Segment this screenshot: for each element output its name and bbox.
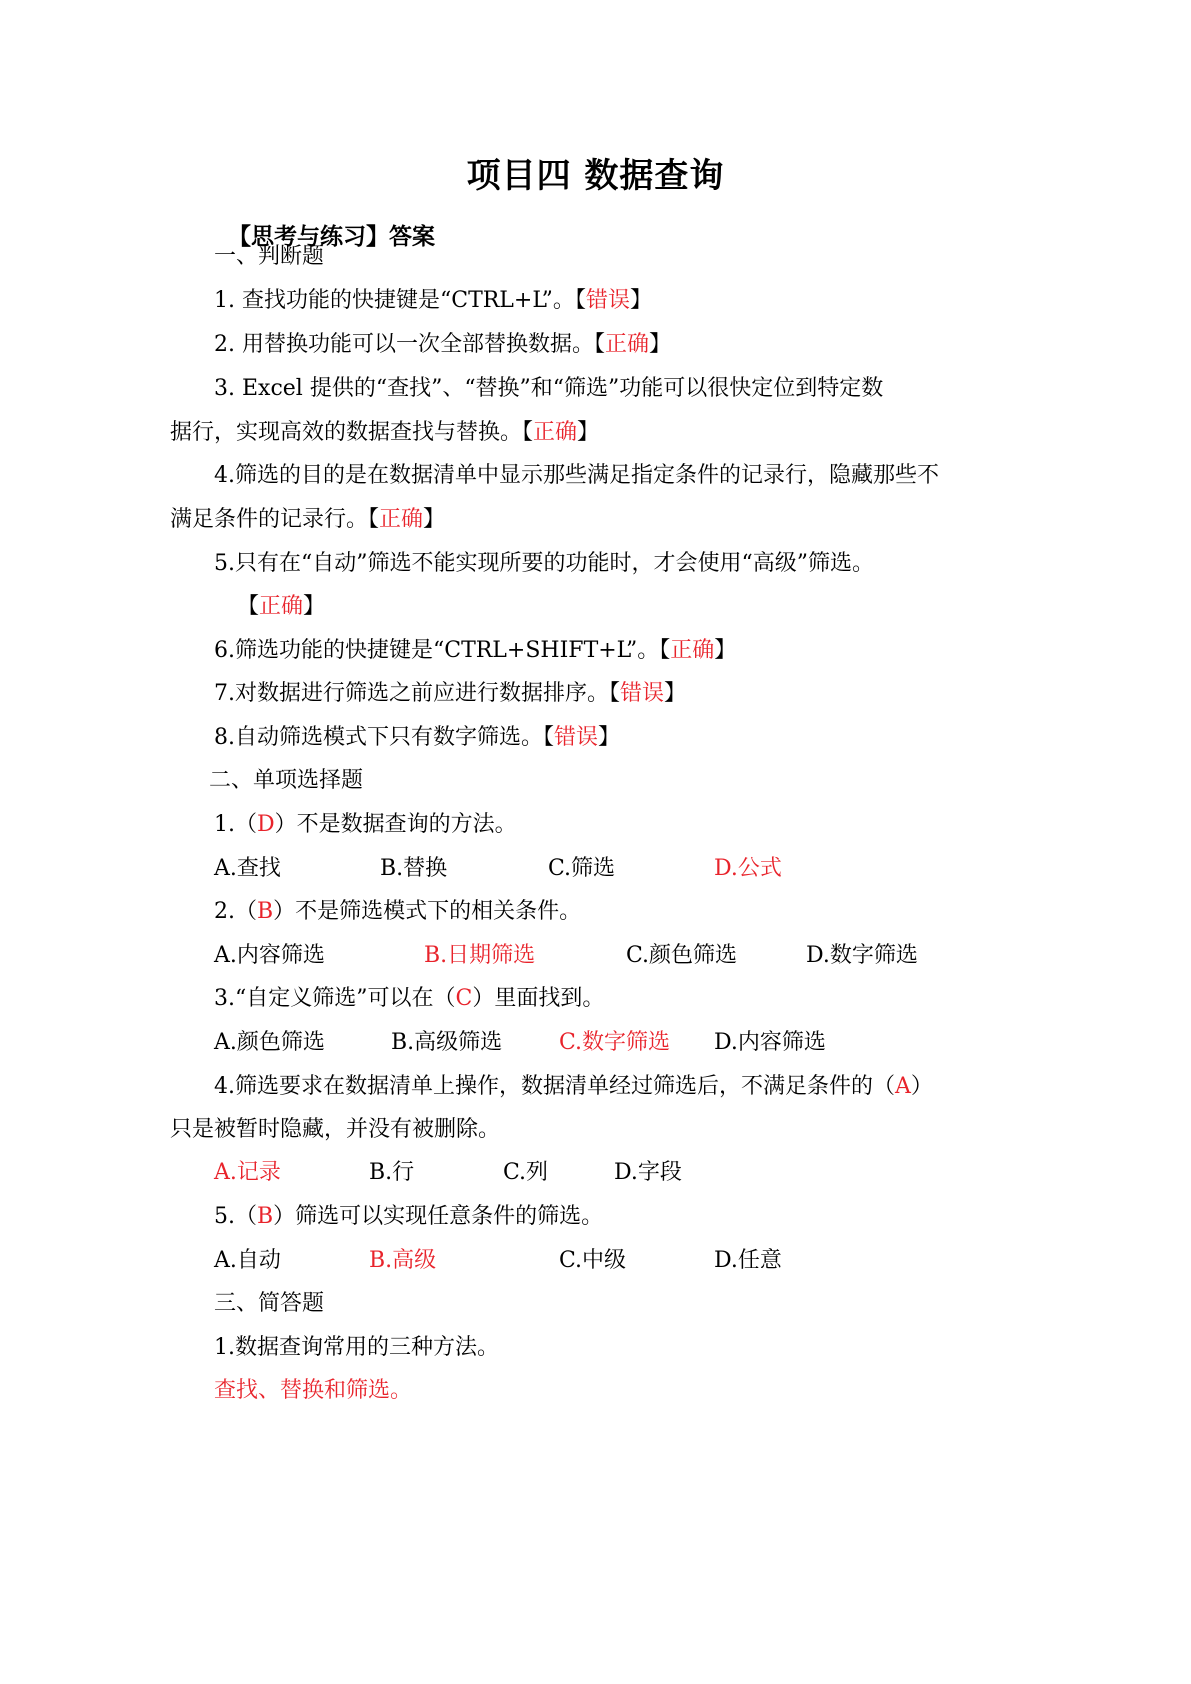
bracket: 【 <box>237 594 260 619</box>
tf-question-1 <box>214 286 652 316</box>
mc-question-4-line1 <box>214 1072 933 1102</box>
option-d: D.数字筛选 <box>806 943 918 968</box>
question-text: 6.筛选功能的快捷键是“CTRL+SHIFT+L”。 <box>214 638 660 663</box>
bracket: 【 <box>543 725 555 750</box>
option-a: A.内容筛选 <box>214 943 325 968</box>
question-suffix: ）不是筛选模式下的相关条件。 <box>273 899 582 924</box>
bracket: 】 <box>649 332 672 357</box>
bracket: 【 <box>574 288 586 313</box>
tf-question-8 <box>214 723 620 753</box>
bracket: 】 <box>423 507 446 532</box>
tf-question-6 <box>214 636 736 666</box>
bracket: 【 <box>594 332 606 357</box>
question-suffix: ）筛选可以实现任意条件的筛选。 <box>273 1204 604 1229</box>
bracket: 】 <box>629 288 652 313</box>
question-prefix: 2.（ <box>214 899 257 924</box>
answer: D <box>257 812 275 837</box>
option-a: A.查找 <box>214 856 281 881</box>
page-subtitle: 【思考与练习】答案 <box>228 224 435 250</box>
short-answer-1: 查找、替换和筛选。 <box>214 1378 413 1403</box>
tf-question-4-line2 <box>170 505 445 535</box>
answer: A <box>895 1074 911 1099</box>
tf-question-3-line2 <box>170 418 599 448</box>
mc-question-2 <box>214 897 581 927</box>
question-text: 2. 用替换功能可以一次全部替换数据。 <box>214 332 594 357</box>
page-title: 项目四 数据查询 <box>466 156 725 196</box>
bracket: 【 <box>522 420 534 445</box>
tf-question-2 <box>214 330 671 360</box>
section-heading-single-choice: 二、单项选择题 <box>209 768 364 793</box>
option-a-correct: A.记录 <box>214 1160 281 1185</box>
option-b: B.高级筛选 <box>391 1030 503 1055</box>
question-prefix: 4.筛选要求在数据清单上操作，数据清单经过筛选后，不满足条件的（ <box>214 1074 895 1099</box>
mc-question-4-line2: 只是被暂时隐藏，并没有被删除。 <box>170 1117 501 1142</box>
bracket: 】 <box>598 725 621 750</box>
answer: B <box>257 1204 274 1229</box>
question-prefix: 5.（ <box>214 1204 257 1229</box>
answer: C <box>455 986 473 1011</box>
tf-question-5-line1: 5.只有在“自动”筛选不能实现所要的功能时，才会使用“高级”筛选。 <box>214 551 874 576</box>
answer: 错误 <box>620 681 665 706</box>
answer: 正确 <box>605 332 650 357</box>
option-a: A.自动 <box>214 1248 281 1273</box>
option-d: D.任意 <box>714 1248 782 1273</box>
option-a: A.颜色筛选 <box>214 1030 325 1055</box>
answer: 正确 <box>670 638 715 663</box>
answer: B <box>257 899 274 924</box>
section-heading-true-false: 一、判断题 <box>214 244 325 269</box>
answer: 错误 <box>585 288 630 313</box>
mc-question-1 <box>214 810 517 840</box>
question-suffix: ）不是数据查询的方法。 <box>274 812 517 837</box>
tf-question-4-line1: 4.筛选的目的是在数据清单中显示那些满足指定条件的记录行，隐藏那些不 <box>214 463 939 488</box>
question-text: 1. 查找功能的快捷键是“CTRL+L”。 <box>214 288 575 313</box>
question-suffix: ） <box>910 1074 933 1099</box>
bracket: 】 <box>577 420 600 445</box>
tf-question-3-line1: 3. Excel 提供的“查找”、“替换”和“筛选”功能可以很快定位到特定数 <box>214 376 884 401</box>
option-c: C.颜色筛选 <box>626 943 738 968</box>
option-b-correct: B.日期筛选 <box>424 943 536 968</box>
section-heading-short-answer: 三、简答题 <box>214 1291 325 1316</box>
option-d: D.内容筛选 <box>714 1030 826 1055</box>
short-question-1: 1.数据查询常用的三种方法。 <box>214 1335 499 1360</box>
bracket: 】 <box>303 594 326 619</box>
answer: 正确 <box>533 420 578 445</box>
question-prefix: 3.“自定义筛选”可以在（ <box>214 986 456 1011</box>
mc-question-3 <box>214 984 604 1014</box>
option-b: B.行 <box>369 1160 415 1185</box>
answer: 正确 <box>379 507 424 532</box>
question-prefix: 1.（ <box>214 812 257 837</box>
option-c-correct: C.数字筛选 <box>559 1030 671 1055</box>
bracket: 】 <box>664 681 687 706</box>
question-text: 据行，实现高效的数据查找与替换。 <box>170 420 523 445</box>
bracket: 【 <box>368 507 380 532</box>
option-c: C.中级 <box>559 1248 627 1273</box>
question-text: 8.自动筛选模式下只有数字筛选。 <box>214 725 543 750</box>
option-b-correct: B.高级 <box>369 1248 437 1273</box>
answer: 正确 <box>259 594 304 619</box>
mc-question-5 <box>214 1202 603 1232</box>
question-text: 7.对数据进行筛选之前应进行数据排序。 <box>214 681 609 706</box>
answer: 错误 <box>554 725 599 750</box>
bracket: 【 <box>609 681 621 706</box>
question-suffix: ）里面找到。 <box>472 986 605 1011</box>
question-text: 满足条件的记录行。 <box>170 507 369 532</box>
bracket: 】 <box>714 638 737 663</box>
bracket: 【 <box>659 638 671 663</box>
option-b: B.替换 <box>380 856 448 881</box>
tf-question-7 <box>214 679 686 709</box>
option-d: D.字段 <box>614 1160 682 1185</box>
option-d-correct: D.公式 <box>714 856 782 881</box>
option-c: C.筛选 <box>548 856 616 881</box>
option-c: C.列 <box>503 1160 549 1185</box>
tf-question-5-answer <box>237 592 325 622</box>
